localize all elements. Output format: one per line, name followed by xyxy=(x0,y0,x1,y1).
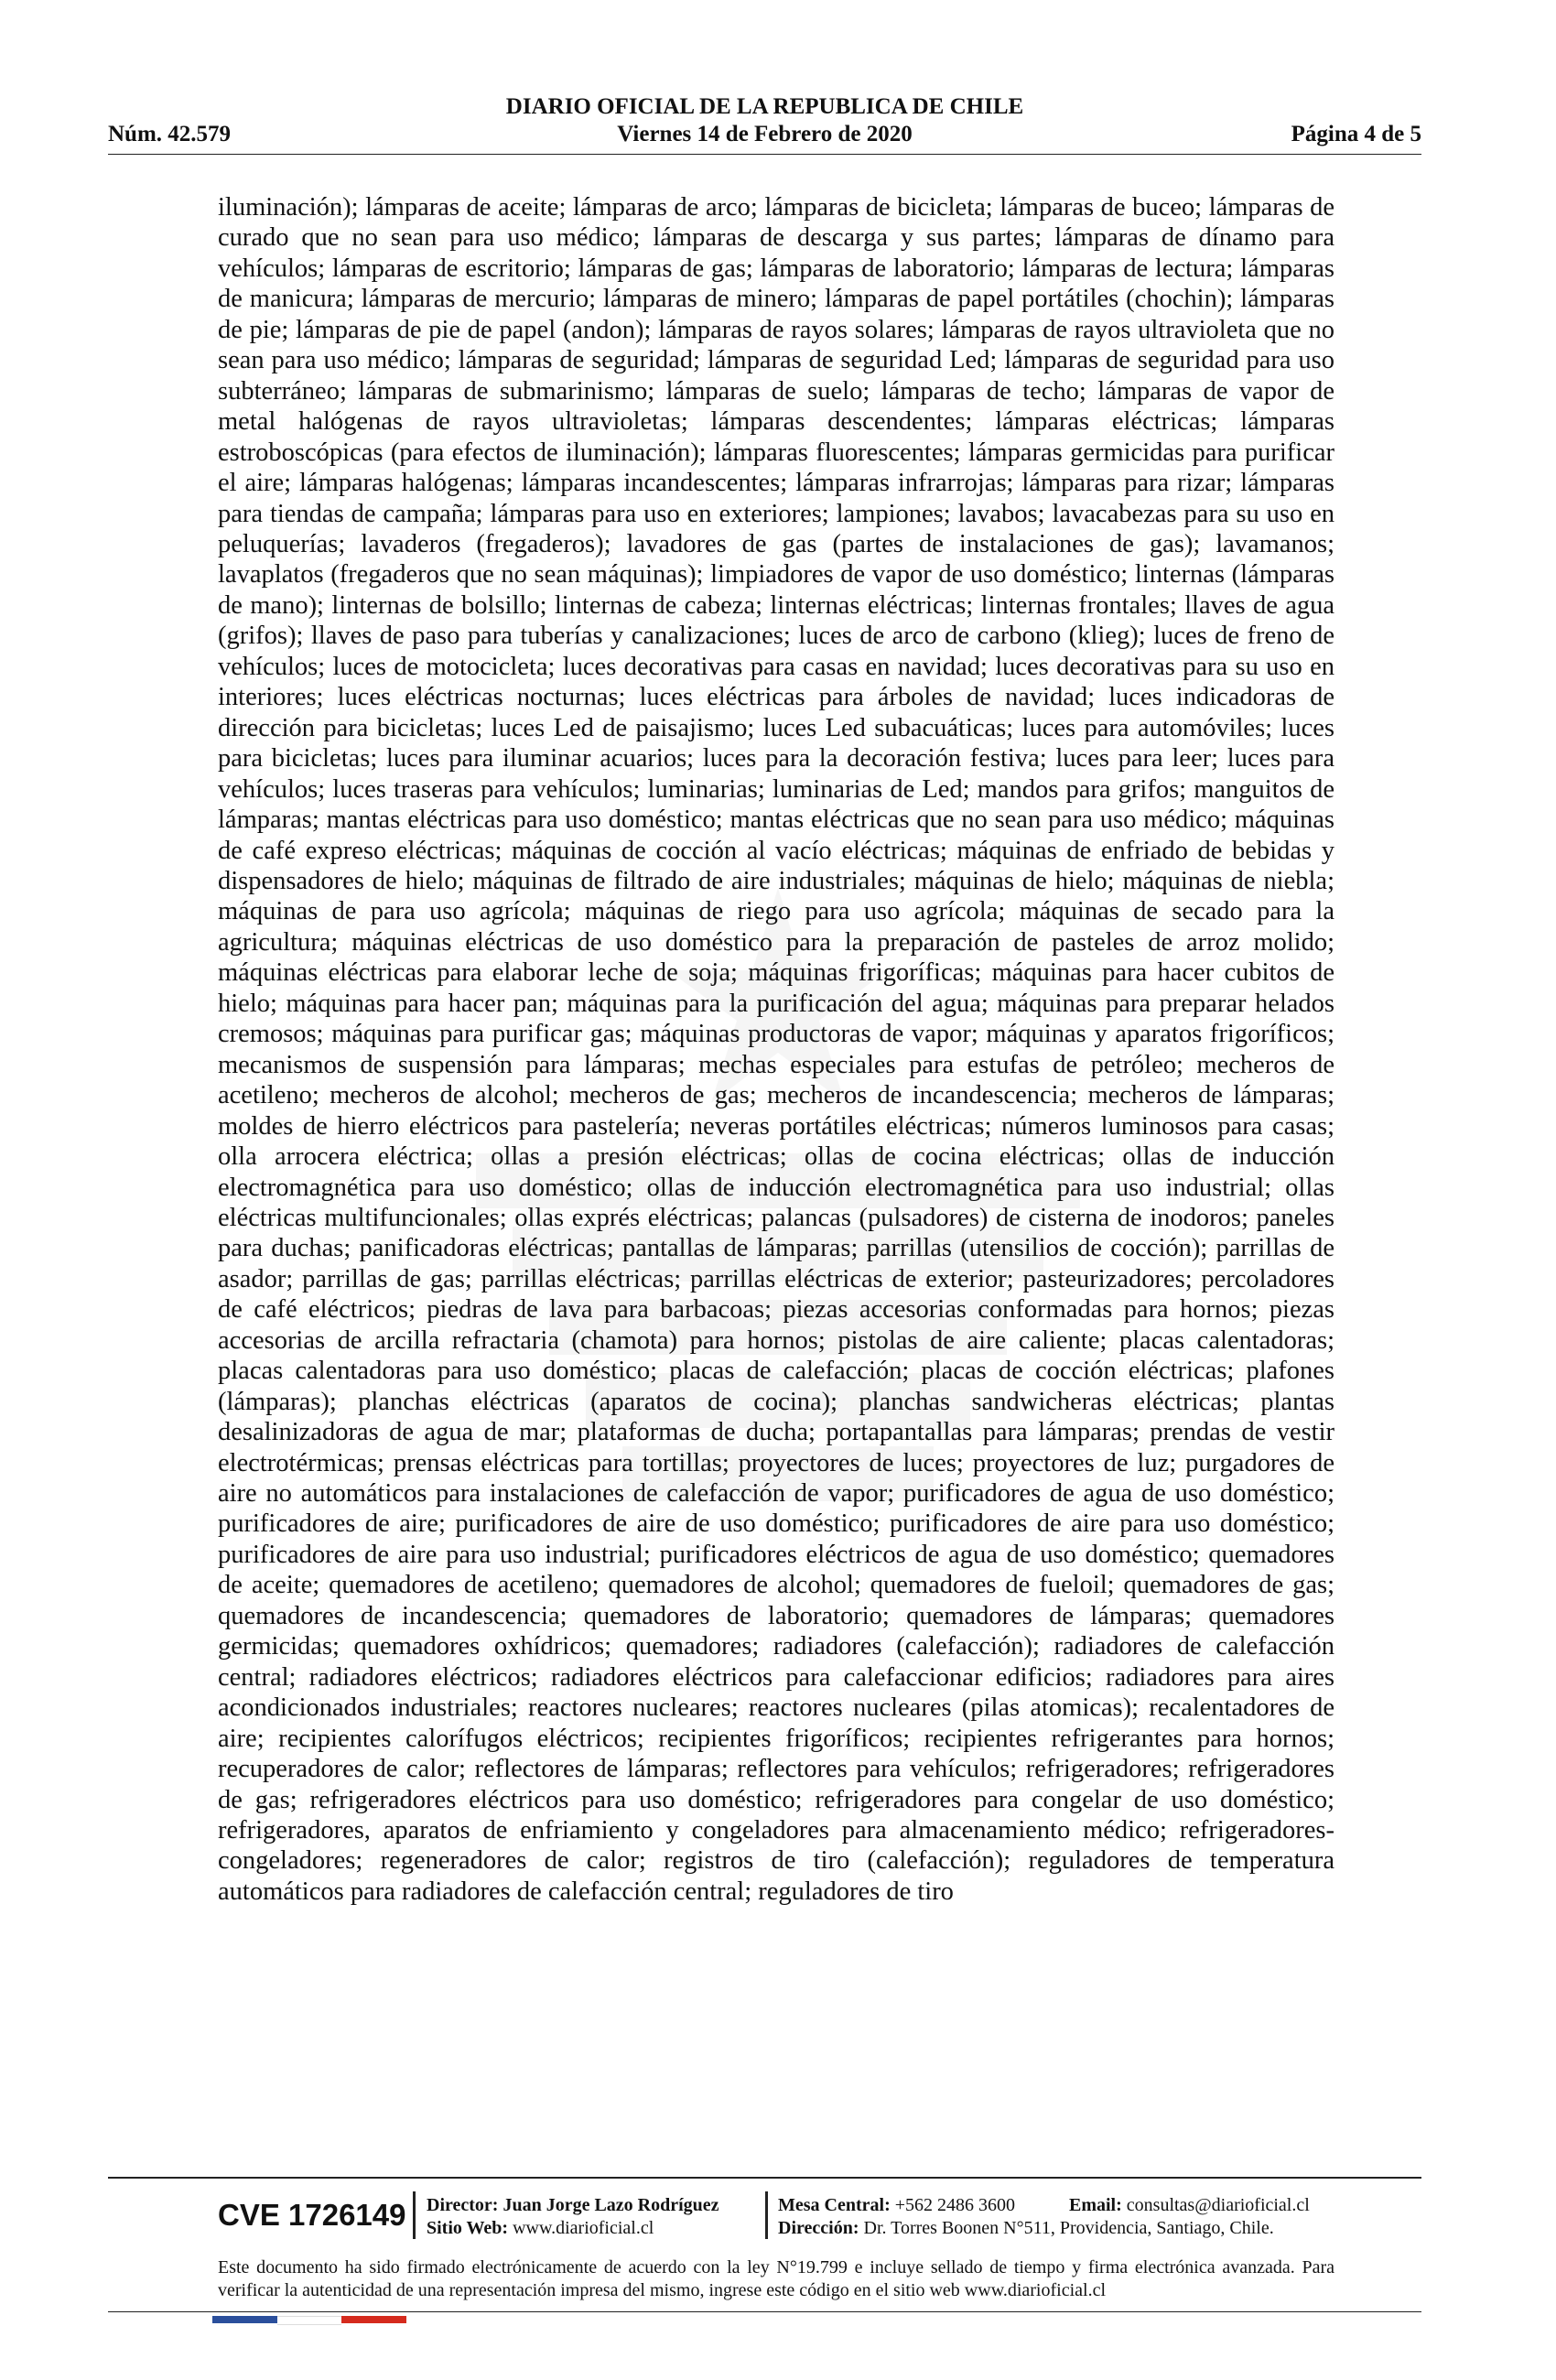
page-footer xyxy=(218,2188,1334,2243)
director-name: Juan Jorge Lazo Rodríguez xyxy=(502,2195,719,2215)
issue-date: Viernes 14 de Febrero de 2020 xyxy=(617,122,913,146)
website-link[interactable]: www.diarioficial.cl xyxy=(513,2218,654,2238)
signature-disclaimer: Este documento ha sido firmado electrónicamente de acuerdo con la ley N°19.799 e incluye sellado de tiempo y firma electrónica avanzada. Para verificar la autenticidad de una representación impresa del mismo, ingrese este código en el sitio web www.diarioficial.cl xyxy=(218,2257,1334,2300)
header-meta-row xyxy=(108,121,1421,148)
email-link[interactable]: consultas@diarioficial.cl xyxy=(1126,2195,1310,2215)
page-number: Página 4 de 5 xyxy=(1291,122,1421,146)
phone-number: +562 2486 3600 xyxy=(894,2195,1016,2215)
phone-label: Mesa Central: xyxy=(778,2195,891,2215)
website-label: Sitio Web: xyxy=(427,2218,509,2238)
flag-stripe xyxy=(212,2316,406,2323)
publication-title: DIARIO OFICIAL DE LA REPUBLICA DE CHILE xyxy=(505,94,1024,119)
email-label: Email: xyxy=(1069,2195,1122,2215)
bottom-divider xyxy=(108,2311,1421,2312)
director-label: Director: xyxy=(427,2195,499,2215)
flag-blue-segment xyxy=(212,2316,277,2323)
address-text: Dr. Torres Boonen N°511, Providencia, Santiago, Chile. xyxy=(863,2218,1274,2238)
page-header xyxy=(108,93,1421,148)
header-divider xyxy=(108,154,1421,155)
cve-code: CVE 1726149 xyxy=(218,2198,406,2232)
footer-separator xyxy=(413,2191,416,2239)
flag-red-segment xyxy=(341,2316,406,2323)
body-paragraph: iluminación); lámparas de aceite; lámparas de arco; lámparas de bicicleta; lámparas de buceo; lámparas de curado que no sean para uso médico; lámparas de descarga y sus partes; lámparas de dínamo para vehículos; lámparas de escritorio; lámparas de gas; lámparas de laboratorio; lámparas de lectura; lámparas de manicura; lámparas de mercurio; lámparas de minero; lámparas de papel portátiles (chochin); lámparas de pie; lámparas de pie de papel (andon); lámparas de rayos solares; lámparas de rayos ultravioleta que no sean para uso médico; lámparas de seguridad; lámparas de seguridad Led; lámparas de seguridad para uso subterráneo; lámparas de submarinismo; lámparas de suelo; lámparas de techo; lámparas de vapor de metal halógenas de rayos ultravioletas; lámparas descendentes; lámparas eléctricas; lámparas estroboscópicas (para efectos de iluminación); lámparas fluorescentes; lámparas germicidas para purificar el aire; lámparas halógenas; lámparas incandescentes; lámparas infrarrojas; lámparas para rizar; lámparas para tiendas de campaña; lámparas para uso en exteriores; lampiones; lavabos; lavacabezas para su uso en peluquerías; lavaderos (fregaderos); lavadores de gas (partes de instalaciones de gas); lavamanos; lavaplatos (fregaderos que no sean máquinas); limpiadores de vapor de uso doméstico; linternas (lámparas de mano); linternas de bolsillo; linternas de cabeza; linternas eléctricas; linternas frontales; llaves de agua (grifos); llaves de paso para tuberías y canalizaciones; luces de arco de carbono (klieg); luces de freno de vehículos; luces de motocicleta; luces decorativas para casas en navidad; luces decorativas para su uso en interiores; luces eléctricas nocturnas; luces eléctricas para árboles de navidad; luces indicadoras de dirección para bicicletas; luces Led de paisajismo; luces Led subacuáticas; luces para automóviles; luces para bicicletas; luces para iluminar acuarios; luces para la decoración festiva; luces para leer; luces para vehículos; luces traseras para vehículos; luminarias; luminarias de Led; mandos para grifos; manguitos de lámparas; mantas eléctricas para uso doméstico; mantas eléctricas que no sean para uso médico; máquinas de café expreso eléctricas; máquinas de cocción al vacío eléctricas; máquinas de enfriado de bebidas y dispensadores de hielo; máquinas de filtrado de aire industriales; máquinas de hielo; máquinas de niebla; máquinas de para uso agrícola; máquinas de riego para uso agrícola; máquinas de secado para la agricultura; máquinas eléctricas de uso doméstico para la preparación de pasteles de arroz molido; máquinas eléctricas para elaborar leche de soja; máquinas frigoríficas; máquinas para hacer cubitos de hielo; máquinas para hacer pan; máquinas para la purificación del agua; máquinas para preparar helados cremosos; máquinas para purificar gas; máquinas productoras de vapor; máquinas y aparatos frigoríficos; mecanismos de suspensión para lámparas; mechas especiales para estufas de petróleo; mecheros de acetileno; mecheros de alcohol; mecheros de gas; mecheros de incandescencia; mecheros de lámparas; moldes de hierro eléctricos para pastelería; neveras portátiles eléctricas; números luminosos para casas; olla arrocera eléctrica; ollas a presión eléctricas; ollas de cocina eléctricas; ollas de inducción electromagnética para uso doméstico; ollas de inducción electromagnética para uso industrial; ollas eléctricas multifuncionales; ollas exprés eléctricas; palancas (pulsadores) de cisterna de inodoros; paneles para duchas; panificadoras eléctricas; pantallas de lámparas; parrillas (utensilios de cocción); parrillas de asador; parrillas de gas; parrillas eléctricas; parrillas eléctricas de exterior; pasteurizadores; percoladores de café eléctricos; piedras de lava para barbacoas; piezas accesorias conformadas para hornos; piezas accesorias de arcilla refractaria (chamota) para hornos; pistolas de aire caliente; placas calentadoras; placas calentadoras para uso doméstico; placas de calefacción; placas de cocción eléctricas; plafones (lámparas); planchas eléctricas (aparatos de cocina); planchas sandwicheras eléctricas; plantas desalinizadoras de agua de mar; plataformas de ducha; portapantallas para lámparas; prendas de vestir electrotérmicas; prensas eléctricas para tortillas; proyectores de luces; proyectores de luz; purgadores de aire no automáticos para instalaciones de calefacción de vapor; purificadores de agua de uso doméstico; purificadores de aire; purificadores de aire de uso doméstico; purificadores de aire para uso doméstico; purificadores de aire para uso industrial; purificadores eléctricos de agua de uso doméstico; quemadores de aceite; quemadores de acetileno; quemadores de alcohol; quemadores de fueloil; quemadores de gas; quemadores de incandescencia; quemadores de laboratorio; quemadores de lámparas; quemadores germicidas; quemadores oxhídricos; quemadores; radiadores (calefacción); radiadores de calefacción central; radiadores eléctricos; radiadores eléctricos para calefaccionar edificios; radiadores para aires acondicionados industriales; reactores nucleares; reactores nucleares (pilas atomicas); recalentadores de aire; recipientes calorífugos eléctricos; recipientes frigoríficos; recipientes refrigerantes para hornos; recuperadores de calor; reflectores de lámparas; reflectores para vehículos; refrigeradores; refrigeradores de gas; refrigeradores eléctricos para uso doméstico; refrigeradores para congelar de uso doméstico; refrigeradores, aparatos de enfriamiento y congeladores para almacenamiento médico; refrigeradores-congeladores; regeneradores de calor; registros de tiro (calefacción); reguladores de temperatura automáticos para radiadores de calefacción central; reguladores de tiro xyxy=(218,193,1334,1906)
footer-divider xyxy=(108,2177,1421,2179)
flag-white-segment xyxy=(277,2316,342,2325)
footer-separator xyxy=(765,2191,768,2239)
website-line xyxy=(427,2217,719,2240)
director-line xyxy=(427,2194,719,2217)
address-label: Dirección: xyxy=(778,2218,859,2238)
footer-email-block xyxy=(1069,2194,1310,2217)
footer-director-block xyxy=(427,2194,719,2240)
address-line xyxy=(778,2217,1274,2240)
issue-number: Núm. 42.579 xyxy=(108,122,232,146)
